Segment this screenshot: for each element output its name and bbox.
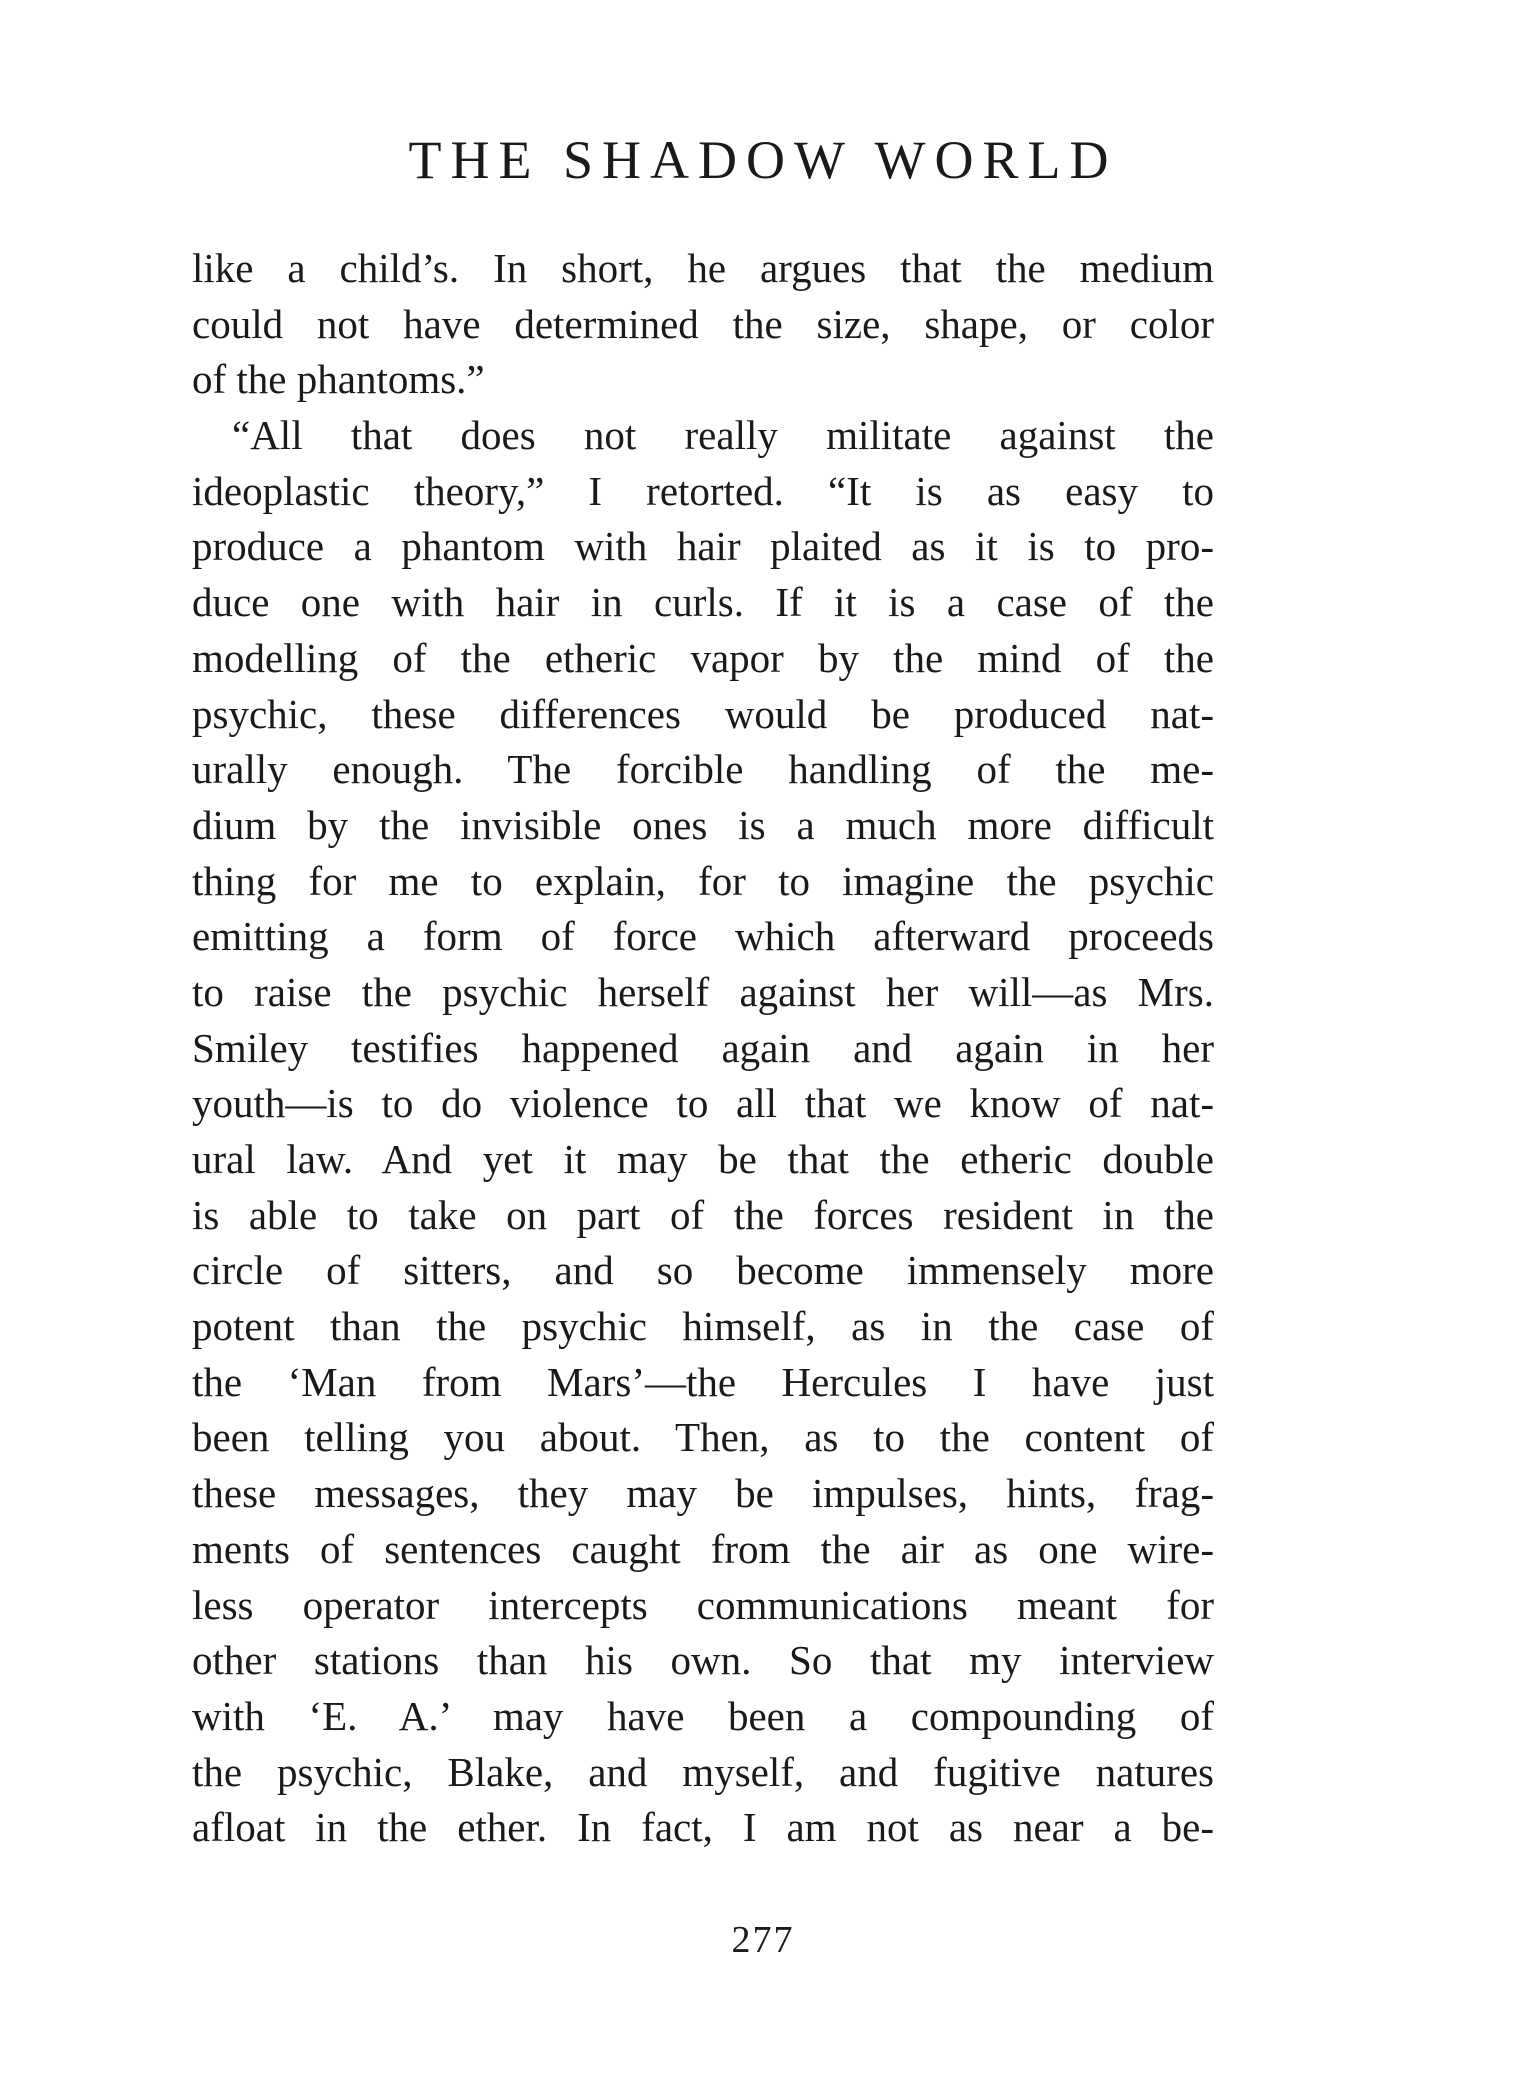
text-line: of the phantoms.”: [192, 356, 485, 403]
text-line: ideoplastic theory,” I retorted. “It is as easy to: [192, 467, 1214, 514]
text-line: these messages, they may be impulses, hints, frag-: [192, 1470, 1214, 1517]
text-line: Smiley testifies happened again and again in her: [192, 1024, 1214, 1071]
text-line: potent than the psychic himself, as in the case of: [192, 1303, 1214, 1350]
text-line: duce one with hair in curls. If it is a case of the: [192, 579, 1214, 626]
text-line: emitting a form of force which afterward proceeds: [192, 913, 1214, 960]
text-line: less operator intercepts communications meant for: [192, 1581, 1214, 1628]
text-line: with ‘E. A.’ may have been a compounding of: [192, 1692, 1214, 1739]
text-line: afloat in the ether. In fact, I am not as near a be-: [192, 1804, 1214, 1851]
page-number: 277: [731, 1919, 795, 1961]
text-line: youth—is to do violence to all that we know of nat-: [192, 1080, 1214, 1127]
text-line: other stations than his own. So that my interview: [192, 1637, 1214, 1684]
text-line: the ‘Man from Mars’—the Hercules I have just: [192, 1358, 1214, 1405]
running-head: THE SHADOW WORLD: [408, 130, 1118, 190]
text-line: the psychic, Blake, and myself, and fugitive natures: [192, 1748, 1214, 1795]
text-line: to raise the psychic herself against her will—as Mrs.: [192, 968, 1214, 1015]
text-line: dium by the invisible ones is a much more difficult: [192, 801, 1214, 848]
text-line: psychic, these differences would be produced nat-: [192, 690, 1214, 737]
text-line: been telling you about. Then, as to the content of: [192, 1414, 1214, 1461]
text-line: ments of sentences caught from the air as one wire-: [192, 1525, 1214, 1572]
text-line: ural law. And yet it may be that the etheric double: [192, 1136, 1214, 1182]
text-line: “All that does not really militate against the: [232, 412, 1214, 459]
text-line: urally enough. The forcible handling of the me-: [192, 746, 1214, 793]
text-line: is able to take on part of the forces resident in the: [192, 1191, 1214, 1238]
text-line: produce a phantom with hair plaited as it is to pro-: [192, 523, 1214, 570]
text-line: circle of sitters, and so become immensely more: [192, 1247, 1214, 1294]
text-line: like a child’s. In short, he argues that the medium: [192, 245, 1214, 291]
text-line: thing for me to explain, for to imagine the psychic: [192, 857, 1214, 904]
text-line: could not have determined the size, shape, or color: [192, 300, 1214, 347]
body-text: [192, 241, 1214, 1856]
text-line: modelling of the etheric vapor by the mind of the: [192, 634, 1214, 681]
